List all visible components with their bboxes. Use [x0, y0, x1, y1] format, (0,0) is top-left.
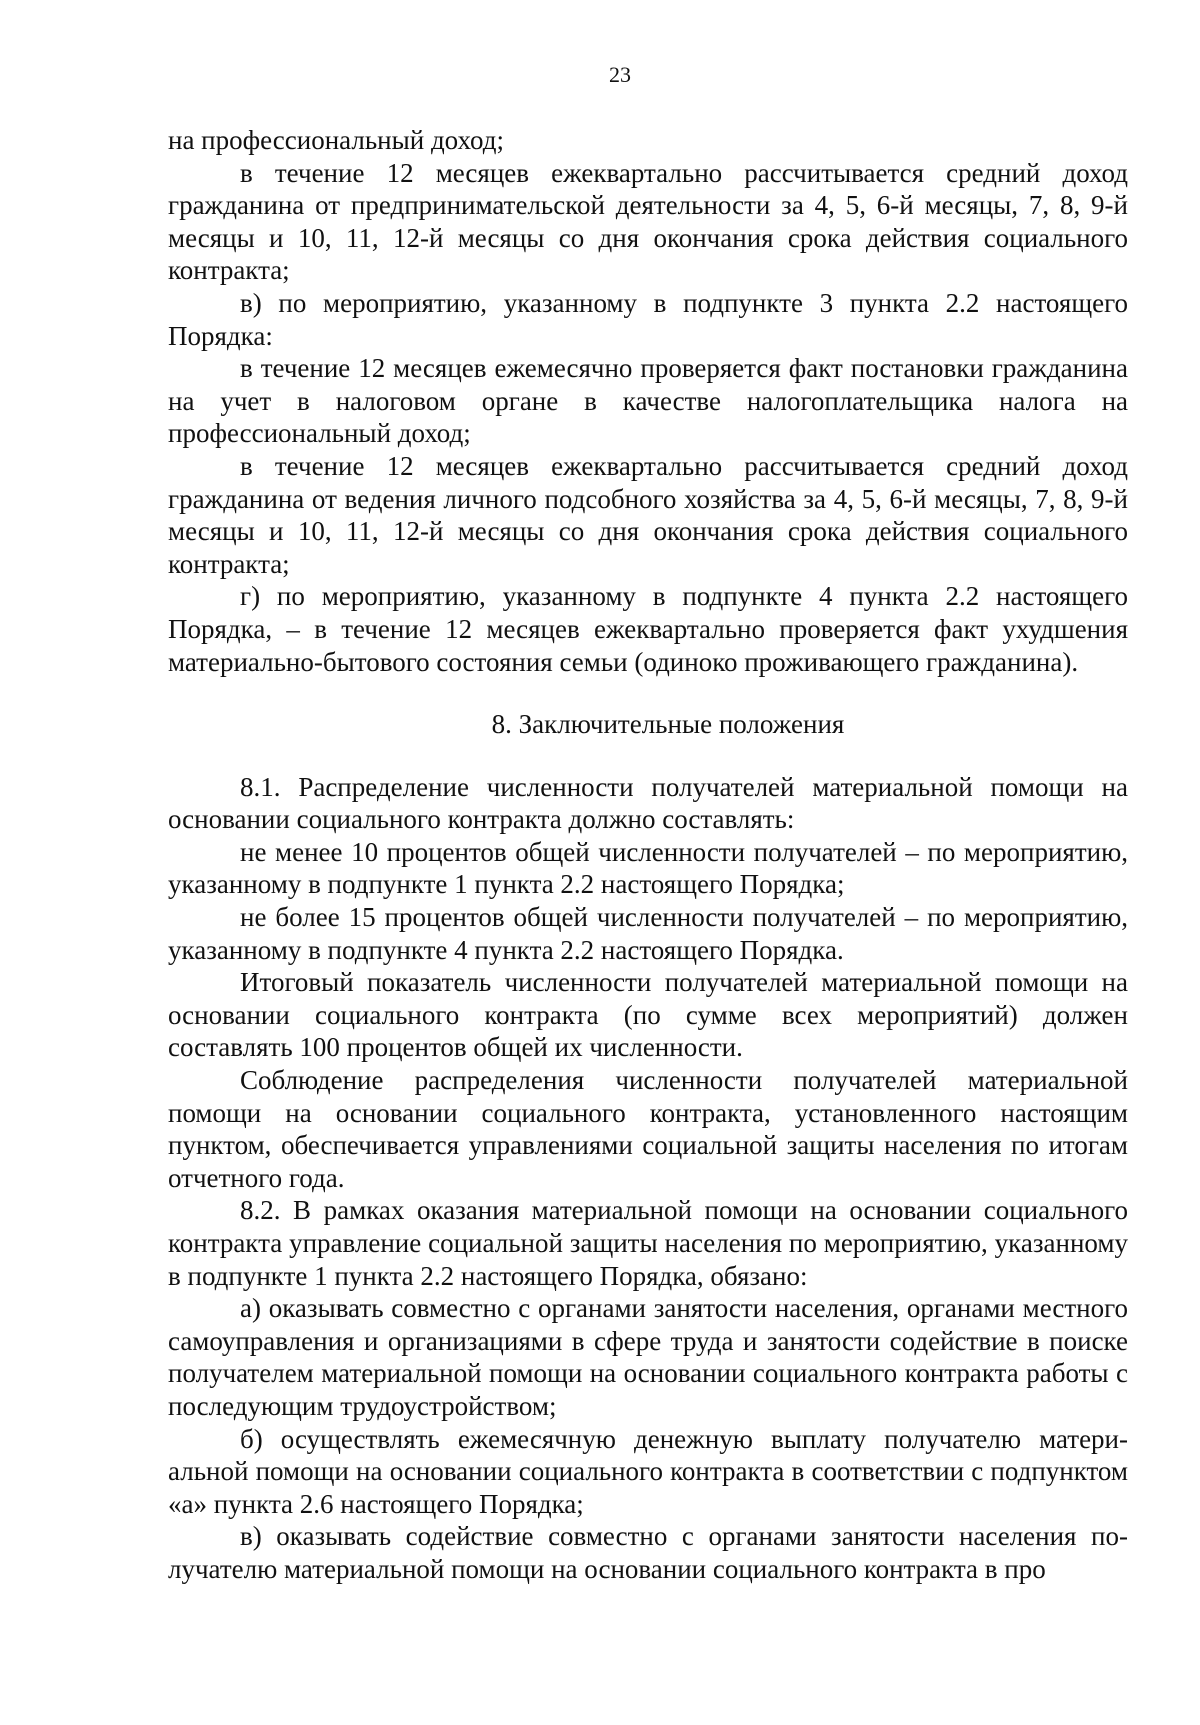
paragraph: не более 15 процентов общей численности получателей – по мероприятию, указанному в подпункте 4 пункта 2.2 настоящего Порядка. — [168, 902, 1128, 965]
page-number: 23 — [609, 62, 631, 87]
paragraph: в течение 12 месяцев ежемесячно проверяется факт постановки гражданина на учет в налоговом органе в качестве налогоплательщика налога на профессиональный доход; — [168, 353, 1128, 449]
paragraph: в течение 12 месяцев ежеквартально рассчитывается средний доход гражданина от ведения личного подсобного хозяйства за 4, 5, 6-й месяцы, 7, 8, 9-й месяцы и 10, 11, 12-й месяцы со дня окончания срока действия социального контракта; — [168, 450, 1128, 579]
paragraph: в течение 12 месяцев ежеквартально рассчитывается средний доход гражданина от предпринимательской деятельности за 4, 5, 6-й месяцы, 7, 8, 9-й месяцы и 10, 11, 12-й месяцы со дня окончания срока действия социального контракта; — [168, 157, 1128, 286]
paragraph: б) осуществлять ежемесячную денежную выплату получателю материальной помощи на основании социального контракта в соответствии с подпунктом «а» пункта 2.6 настоящего Порядка; — [168, 1423, 1128, 1519]
paragraph: а) оказывать совместно с органами занятости населения, органами местного самоуправления и организациями в сфере труда и занятости содействие в поиске получателем материальной помощи на основании социального контракта работы с последующим трудоустройством; — [168, 1293, 1128, 1421]
paragraph: Итоговый показатель численности получателей материальной помощи на основании социального контракта (по сумме всех мероприятий) должен составлять 100 процентов общей их численности. — [168, 967, 1128, 1063]
paragraph: в) по мероприятию, указанному в подпункте 3 пункта 2.2 настоящего Порядка: — [168, 287, 1128, 351]
document-body — [168, 124, 1128, 1586]
paragraph: в) оказывать содействие совместно с органами занятости населения получателю материальной помощи на основании социального контракта в про — [168, 1521, 1128, 1584]
paragraph: Соблюдение распределения численности получателей материальной помощи на основании социального контракта, установленного настоящим пунктом, обеспечивается управлениями социальной защиты населения по итогам отчетного года. — [168, 1065, 1128, 1193]
paragraph: г) по мероприятию, указанному в подпункте 4 пункта 2.2 настоящего Порядка, – в течение 12 месяцев ежеквартально проверяется факт ухудшения материально-бытового состояния семьи (одиноко проживающего гражданина). — [168, 581, 1128, 677]
section-heading: 8. Заключительные положения — [491, 709, 845, 740]
paragraph: 8.2. В рамках оказания материальной помощи на основании социального контракта управление социальной защиты населения по мероприятию, указанному в подпункте 1 пункта 2.2 настоящего Порядка, обязано: — [168, 1195, 1128, 1291]
paragraph: на профессиональный доход; — [168, 125, 504, 155]
paragraph: не менее 10 процентов общей численности получателей – по мероприятию, указанному в подпункте 1 пункта 2.2 настоящего Порядка; — [168, 836, 1128, 900]
paragraph: 8.1. Распределение численности получателей материальной помощи на основании социального контракта должно составлять: — [168, 771, 1128, 835]
